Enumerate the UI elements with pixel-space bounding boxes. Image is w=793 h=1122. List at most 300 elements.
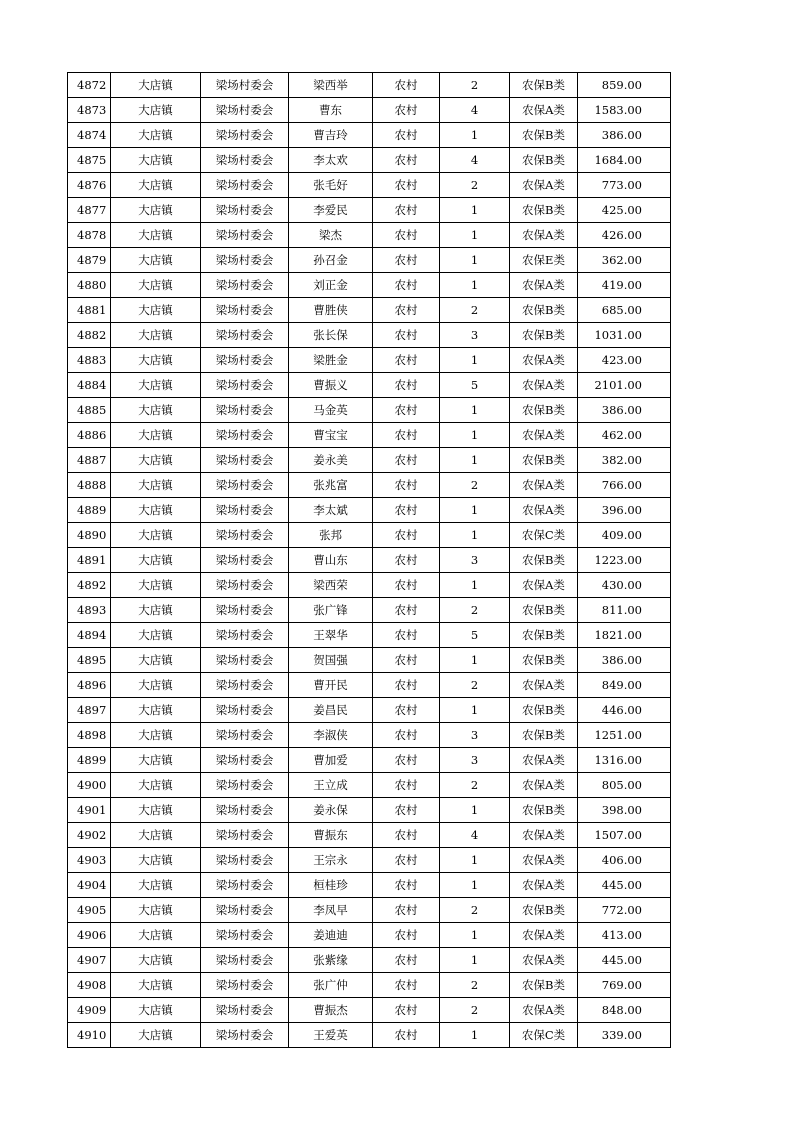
table-row (68, 573, 671, 598)
area-type-cell: 农村 (373, 948, 440, 973)
category-cell: 农保B类 (510, 798, 578, 823)
household-size-cell: 1 (440, 873, 510, 898)
household-size-cell: 1 (440, 648, 510, 673)
household-size-cell: 1 (440, 273, 510, 298)
serial-number-cell: 4895 (68, 648, 111, 673)
name-cell: 孙召金 (289, 248, 373, 273)
town-cell: 大店镇 (111, 673, 201, 698)
town-cell: 大店镇 (111, 298, 201, 323)
category-cell: 农保A类 (510, 423, 578, 448)
table-row (68, 623, 671, 648)
table-row (68, 423, 671, 448)
area-type-cell: 农村 (373, 623, 440, 648)
town-cell: 大店镇 (111, 473, 201, 498)
area-type-cell: 农村 (373, 248, 440, 273)
name-cell: 姜永保 (289, 798, 373, 823)
serial-number-cell: 4907 (68, 948, 111, 973)
area-type-cell: 农村 (373, 523, 440, 548)
category-cell: 农保A类 (510, 873, 578, 898)
household-size-cell: 1 (440, 123, 510, 148)
area-type-cell: 农村 (373, 798, 440, 823)
amount-cell: 805.00 (578, 773, 671, 798)
village-committee-cell: 梁场村委会 (201, 148, 289, 173)
serial-number-cell: 4904 (68, 873, 111, 898)
category-cell: 农保A类 (510, 823, 578, 848)
town-cell: 大店镇 (111, 98, 201, 123)
area-type-cell: 农村 (373, 423, 440, 448)
town-cell: 大店镇 (111, 273, 201, 298)
category-cell: 农保A类 (510, 673, 578, 698)
household-size-cell: 2 (440, 73, 510, 98)
name-cell: 张紫缘 (289, 948, 373, 973)
table-row (68, 698, 671, 723)
area-type-cell: 农村 (373, 598, 440, 623)
serial-number-cell: 4887 (68, 448, 111, 473)
household-size-cell: 1 (440, 573, 510, 598)
household-size-cell: 3 (440, 548, 510, 573)
village-committee-cell: 梁场村委会 (201, 523, 289, 548)
table-row (68, 298, 671, 323)
village-committee-cell: 梁场村委会 (201, 973, 289, 998)
town-cell: 大店镇 (111, 498, 201, 523)
amount-cell: 362.00 (578, 248, 671, 273)
town-cell: 大店镇 (111, 898, 201, 923)
area-type-cell: 农村 (373, 123, 440, 148)
table-row (68, 923, 671, 948)
household-size-cell: 3 (440, 323, 510, 348)
town-cell: 大店镇 (111, 1023, 201, 1048)
area-type-cell: 农村 (373, 898, 440, 923)
table-row (68, 498, 671, 523)
name-cell: 王立成 (289, 773, 373, 798)
table-row (68, 173, 671, 198)
name-cell: 李太斌 (289, 498, 373, 523)
area-type-cell: 农村 (373, 398, 440, 423)
name-cell: 张兆富 (289, 473, 373, 498)
category-cell: 农保A类 (510, 923, 578, 948)
table-row (68, 398, 671, 423)
village-committee-cell: 梁场村委会 (201, 398, 289, 423)
serial-number-cell: 4896 (68, 673, 111, 698)
serial-number-cell: 4905 (68, 898, 111, 923)
area-type-cell: 农村 (373, 823, 440, 848)
household-size-cell: 1 (440, 348, 510, 373)
table-row (68, 948, 671, 973)
table-row (68, 548, 671, 573)
village-committee-cell: 梁场村委会 (201, 223, 289, 248)
household-size-cell: 1 (440, 398, 510, 423)
table-row (68, 473, 671, 498)
area-type-cell: 农村 (373, 1023, 440, 1048)
amount-cell: 773.00 (578, 173, 671, 198)
name-cell: 姜永美 (289, 448, 373, 473)
area-type-cell: 农村 (373, 648, 440, 673)
area-type-cell: 农村 (373, 673, 440, 698)
area-type-cell: 农村 (373, 873, 440, 898)
category-cell: 农保A类 (510, 948, 578, 973)
household-size-cell: 1 (440, 1023, 510, 1048)
category-cell: 农保A类 (510, 473, 578, 498)
village-committee-cell: 梁场村委会 (201, 723, 289, 748)
village-committee-cell: 梁场村委会 (201, 948, 289, 973)
household-size-cell: 1 (440, 698, 510, 723)
village-committee-cell: 梁场村委会 (201, 73, 289, 98)
village-committee-cell: 梁场村委会 (201, 248, 289, 273)
category-cell: 农保A类 (510, 348, 578, 373)
amount-cell: 811.00 (578, 598, 671, 623)
category-cell: 农保B类 (510, 548, 578, 573)
category-cell: 农保B类 (510, 648, 578, 673)
serial-number-cell: 4892 (68, 573, 111, 598)
name-cell: 马金英 (289, 398, 373, 423)
table-row (68, 123, 671, 148)
amount-cell: 1821.00 (578, 623, 671, 648)
town-cell: 大店镇 (111, 748, 201, 773)
village-committee-cell: 梁场村委会 (201, 423, 289, 448)
name-cell: 张广仲 (289, 973, 373, 998)
area-type-cell: 农村 (373, 848, 440, 873)
table-row (68, 648, 671, 673)
category-cell: 农保E类 (510, 248, 578, 273)
household-size-cell: 2 (440, 998, 510, 1023)
town-cell: 大店镇 (111, 998, 201, 1023)
town-cell: 大店镇 (111, 373, 201, 398)
table-row (68, 673, 671, 698)
area-type-cell: 农村 (373, 73, 440, 98)
amount-cell: 386.00 (578, 648, 671, 673)
table-row (68, 223, 671, 248)
amount-cell: 859.00 (578, 73, 671, 98)
category-cell: 农保B类 (510, 323, 578, 348)
town-cell: 大店镇 (111, 448, 201, 473)
category-cell: 农保B类 (510, 398, 578, 423)
household-size-cell: 2 (440, 973, 510, 998)
name-cell: 李太欢 (289, 148, 373, 173)
category-cell: 农保A类 (510, 223, 578, 248)
amount-cell: 396.00 (578, 498, 671, 523)
area-type-cell: 农村 (373, 748, 440, 773)
name-cell: 梁杰 (289, 223, 373, 248)
serial-number-cell: 4873 (68, 98, 111, 123)
village-committee-cell: 梁场村委会 (201, 673, 289, 698)
category-cell: 农保A类 (510, 98, 578, 123)
table-row (68, 198, 671, 223)
category-cell: 农保A类 (510, 498, 578, 523)
village-committee-cell: 梁场村委会 (201, 698, 289, 723)
amount-cell: 445.00 (578, 948, 671, 973)
table-row (68, 373, 671, 398)
name-cell: 曹振东 (289, 823, 373, 848)
area-type-cell: 农村 (373, 923, 440, 948)
table-row (68, 898, 671, 923)
serial-number-cell: 4900 (68, 773, 111, 798)
household-size-cell: 2 (440, 673, 510, 698)
town-cell: 大店镇 (111, 798, 201, 823)
area-type-cell: 农村 (373, 348, 440, 373)
village-committee-cell: 梁场村委会 (201, 823, 289, 848)
household-size-cell: 3 (440, 723, 510, 748)
village-committee-cell: 梁场村委会 (201, 448, 289, 473)
area-type-cell: 农村 (373, 173, 440, 198)
village-committee-cell: 梁场村委会 (201, 173, 289, 198)
amount-cell: 386.00 (578, 398, 671, 423)
serial-number-cell: 4897 (68, 698, 111, 723)
town-cell: 大店镇 (111, 698, 201, 723)
town-cell: 大店镇 (111, 573, 201, 598)
name-cell: 张长保 (289, 323, 373, 348)
village-committee-cell: 梁场村委会 (201, 298, 289, 323)
serial-number-cell: 4899 (68, 748, 111, 773)
town-cell: 大店镇 (111, 398, 201, 423)
serial-number-cell: 4880 (68, 273, 111, 298)
village-committee-cell: 梁场村委会 (201, 273, 289, 298)
amount-cell: 386.00 (578, 123, 671, 148)
area-type-cell: 农村 (373, 373, 440, 398)
household-size-cell: 4 (440, 823, 510, 848)
household-size-cell: 4 (440, 148, 510, 173)
table-row (68, 773, 671, 798)
household-size-cell: 2 (440, 898, 510, 923)
amount-cell: 1684.00 (578, 148, 671, 173)
amount-cell: 419.00 (578, 273, 671, 298)
category-cell: 农保B类 (510, 198, 578, 223)
amount-cell: 445.00 (578, 873, 671, 898)
beneficiary-table (67, 72, 671, 1048)
serial-number-cell: 4883 (68, 348, 111, 373)
amount-cell: 1507.00 (578, 823, 671, 848)
village-committee-cell: 梁场村委会 (201, 123, 289, 148)
category-cell: 农保A类 (510, 748, 578, 773)
name-cell: 王爱英 (289, 1023, 373, 1048)
household-size-cell: 1 (440, 948, 510, 973)
serial-number-cell: 4878 (68, 223, 111, 248)
name-cell: 曹加爱 (289, 748, 373, 773)
table-row (68, 523, 671, 548)
category-cell: 农保C类 (510, 523, 578, 548)
serial-number-cell: 4876 (68, 173, 111, 198)
name-cell: 李淑侠 (289, 723, 373, 748)
amount-cell: 1223.00 (578, 548, 671, 573)
category-cell: 农保B类 (510, 298, 578, 323)
name-cell: 曹开民 (289, 673, 373, 698)
area-type-cell: 农村 (373, 973, 440, 998)
household-size-cell: 1 (440, 798, 510, 823)
town-cell: 大店镇 (111, 973, 201, 998)
category-cell: 农保B类 (510, 973, 578, 998)
serial-number-cell: 4910 (68, 1023, 111, 1048)
category-cell: 农保B类 (510, 448, 578, 473)
town-cell: 大店镇 (111, 723, 201, 748)
area-type-cell: 农村 (373, 448, 440, 473)
table-row (68, 148, 671, 173)
name-cell: 桓桂珍 (289, 873, 373, 898)
area-type-cell: 农村 (373, 998, 440, 1023)
category-cell: 农保B类 (510, 623, 578, 648)
town-cell: 大店镇 (111, 198, 201, 223)
table-row (68, 723, 671, 748)
village-committee-cell: 梁场村委会 (201, 873, 289, 898)
area-type-cell: 农村 (373, 98, 440, 123)
town-cell: 大店镇 (111, 323, 201, 348)
name-cell: 梁西举 (289, 73, 373, 98)
village-committee-cell: 梁场村委会 (201, 373, 289, 398)
household-size-cell: 1 (440, 248, 510, 273)
town-cell: 大店镇 (111, 773, 201, 798)
household-size-cell: 1 (440, 198, 510, 223)
serial-number-cell: 4901 (68, 798, 111, 823)
table-row (68, 73, 671, 98)
name-cell: 贺国强 (289, 648, 373, 673)
town-cell: 大店镇 (111, 248, 201, 273)
village-committee-cell: 梁场村委会 (201, 748, 289, 773)
category-cell: 农保B类 (510, 698, 578, 723)
amount-cell: 409.00 (578, 523, 671, 548)
name-cell: 张毛好 (289, 173, 373, 198)
village-committee-cell: 梁场村委会 (201, 98, 289, 123)
amount-cell: 685.00 (578, 298, 671, 323)
serial-number-cell: 4908 (68, 973, 111, 998)
town-cell: 大店镇 (111, 423, 201, 448)
village-committee-cell: 梁场村委会 (201, 648, 289, 673)
table-body (68, 73, 671, 1048)
name-cell: 刘正金 (289, 273, 373, 298)
household-size-cell: 2 (440, 473, 510, 498)
name-cell: 梁西荣 (289, 573, 373, 598)
town-cell: 大店镇 (111, 873, 201, 898)
serial-number-cell: 4885 (68, 398, 111, 423)
town-cell: 大店镇 (111, 848, 201, 873)
name-cell: 曹东 (289, 98, 373, 123)
area-type-cell: 农村 (373, 223, 440, 248)
table-row (68, 823, 671, 848)
category-cell: 农保C类 (510, 1023, 578, 1048)
area-type-cell: 农村 (373, 198, 440, 223)
name-cell: 姜迪迪 (289, 923, 373, 948)
name-cell: 张邦 (289, 523, 373, 548)
town-cell: 大店镇 (111, 648, 201, 673)
amount-cell: 1316.00 (578, 748, 671, 773)
household-size-cell: 4 (440, 98, 510, 123)
amount-cell: 398.00 (578, 798, 671, 823)
name-cell: 姜昌民 (289, 698, 373, 723)
village-committee-cell: 梁场村委会 (201, 773, 289, 798)
household-size-cell: 3 (440, 748, 510, 773)
village-committee-cell: 梁场村委会 (201, 498, 289, 523)
amount-cell: 766.00 (578, 473, 671, 498)
village-committee-cell: 梁场村委会 (201, 323, 289, 348)
amount-cell: 1251.00 (578, 723, 671, 748)
village-committee-cell: 梁场村委会 (201, 598, 289, 623)
serial-number-cell: 4909 (68, 998, 111, 1023)
category-cell: 农保A类 (510, 998, 578, 1023)
household-size-cell: 1 (440, 423, 510, 448)
household-size-cell: 5 (440, 623, 510, 648)
table-row (68, 748, 671, 773)
category-cell: 农保B类 (510, 148, 578, 173)
village-committee-cell: 梁场村委会 (201, 1023, 289, 1048)
serial-number-cell: 4875 (68, 148, 111, 173)
town-cell: 大店镇 (111, 623, 201, 648)
name-cell: 张广锋 (289, 598, 373, 623)
serial-number-cell: 4898 (68, 723, 111, 748)
table-row (68, 1023, 671, 1048)
village-committee-cell: 梁场村委会 (201, 473, 289, 498)
serial-number-cell: 4886 (68, 423, 111, 448)
serial-number-cell: 4891 (68, 548, 111, 573)
serial-number-cell: 4889 (68, 498, 111, 523)
household-size-cell: 2 (440, 173, 510, 198)
serial-number-cell: 4894 (68, 623, 111, 648)
amount-cell: 430.00 (578, 573, 671, 598)
village-committee-cell: 梁场村委会 (201, 898, 289, 923)
serial-number-cell: 4888 (68, 473, 111, 498)
town-cell: 大店镇 (111, 348, 201, 373)
town-cell: 大店镇 (111, 923, 201, 948)
name-cell: 曹吉玲 (289, 123, 373, 148)
area-type-cell: 农村 (373, 473, 440, 498)
household-size-cell: 1 (440, 223, 510, 248)
amount-cell: 1583.00 (578, 98, 671, 123)
amount-cell: 425.00 (578, 198, 671, 223)
serial-number-cell: 4884 (68, 373, 111, 398)
amount-cell: 382.00 (578, 448, 671, 473)
household-size-cell: 5 (440, 373, 510, 398)
table-row (68, 973, 671, 998)
area-type-cell: 农村 (373, 498, 440, 523)
table-row (68, 448, 671, 473)
name-cell: 曹振杰 (289, 998, 373, 1023)
town-cell: 大店镇 (111, 123, 201, 148)
town-cell: 大店镇 (111, 223, 201, 248)
serial-number-cell: 4903 (68, 848, 111, 873)
amount-cell: 339.00 (578, 1023, 671, 1048)
amount-cell: 462.00 (578, 423, 671, 448)
table-row (68, 323, 671, 348)
town-cell: 大店镇 (111, 148, 201, 173)
household-size-cell: 1 (440, 498, 510, 523)
amount-cell: 769.00 (578, 973, 671, 998)
serial-number-cell: 4874 (68, 123, 111, 148)
name-cell: 王宗永 (289, 848, 373, 873)
name-cell: 曹胜侠 (289, 298, 373, 323)
name-cell: 曹宝宝 (289, 423, 373, 448)
serial-number-cell: 4890 (68, 523, 111, 548)
amount-cell: 446.00 (578, 698, 671, 723)
amount-cell: 423.00 (578, 348, 671, 373)
category-cell: 农保B类 (510, 898, 578, 923)
area-type-cell: 农村 (373, 723, 440, 748)
household-size-cell: 1 (440, 923, 510, 948)
area-type-cell: 农村 (373, 548, 440, 573)
category-cell: 农保B类 (510, 598, 578, 623)
household-size-cell: 1 (440, 448, 510, 473)
category-cell: 农保A类 (510, 273, 578, 298)
town-cell: 大店镇 (111, 523, 201, 548)
household-size-cell: 1 (440, 848, 510, 873)
table-row (68, 848, 671, 873)
category-cell: 农保B类 (510, 73, 578, 98)
category-cell: 农保B类 (510, 723, 578, 748)
area-type-cell: 农村 (373, 323, 440, 348)
town-cell: 大店镇 (111, 73, 201, 98)
household-size-cell: 1 (440, 523, 510, 548)
category-cell: 农保A类 (510, 848, 578, 873)
town-cell: 大店镇 (111, 823, 201, 848)
amount-cell: 1031.00 (578, 323, 671, 348)
amount-cell: 426.00 (578, 223, 671, 248)
name-cell: 王翠华 (289, 623, 373, 648)
village-committee-cell: 梁场村委会 (201, 348, 289, 373)
